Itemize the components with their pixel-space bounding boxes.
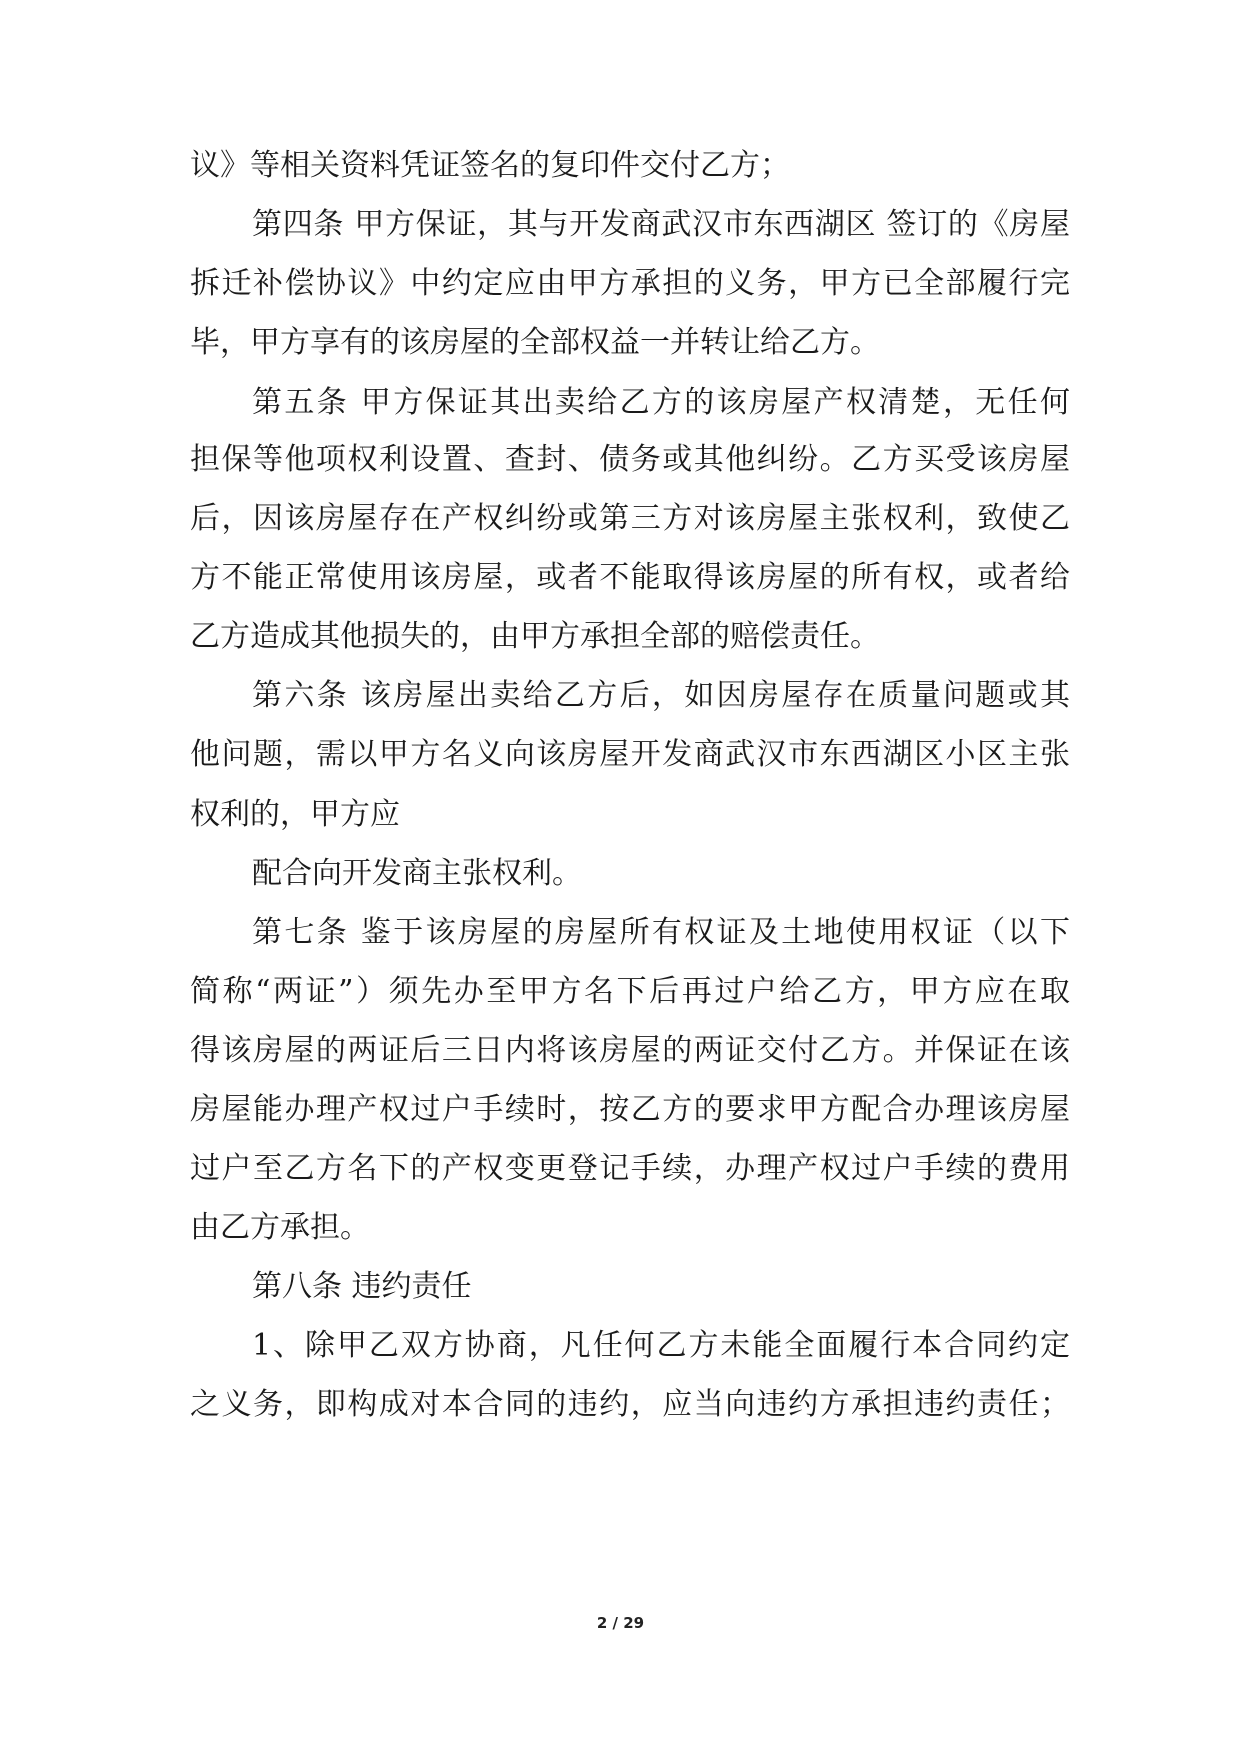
text-line: 方不能正常使用该房屋，或者不能取得该房屋的所有权，或者给 — [190, 560, 1070, 595]
text-line: 权利的，甲方应 — [190, 797, 400, 832]
text-line: 他问题，需以甲方名义向该房屋开发商武汉市东西湖区小区主张 — [190, 737, 1070, 772]
text-line: 毕，甲方享有的该房屋的全部权益一并转让给乙方。 — [190, 325, 880, 360]
text-line: 房屋能办理产权过户手续时，按乙方的要求甲方配合办理该房屋 — [190, 1092, 1070, 1127]
text-line: 由乙方承担。 — [190, 1210, 370, 1245]
text-line: 第五条 甲方保证其出卖给乙方的该房屋产权清楚，无任何 — [252, 385, 1070, 420]
text-line: 第七条 鉴于该房屋的房屋所有权证及土地使用权证（以下 — [252, 915, 1070, 950]
text-line: 第六条 该房屋出卖给乙方后，如因房屋存在质量问题或其 — [252, 678, 1070, 713]
text-line: 第八条 违约责任 — [252, 1269, 472, 1304]
text-line: 之义务，即构成对本合同的违约，应当向违约方承担违约责任； — [190, 1387, 1070, 1422]
text-line: 得该房屋的两证后三日内将该房屋的两证交付乙方。并保证在该 — [190, 1033, 1070, 1068]
text-line: 拆迁补偿协议》中约定应由甲方承担的义务，甲方已全部履行完 — [190, 266, 1070, 301]
text-line: 简称“两证”）须先办至甲方名下后再过户给乙方，甲方应在取 — [190, 974, 1070, 1009]
page-number: 2 / 29 — [596, 1614, 645, 1632]
text-line: 配合向开发商主张权利。 — [252, 856, 582, 891]
text-line: 1、除甲乙双方协商，凡任何乙方未能全面履行本合同约定 — [252, 1328, 1070, 1363]
text-line: 后，因该房屋存在产权纠纷或第三方对该房屋主张权利，致使乙 — [190, 501, 1070, 536]
text-line: 担保等他项权利设置、查封、债务或其他纠纷。乙方买受该房屋 — [190, 442, 1070, 477]
text-line: 第四条 甲方保证，其与开发商武汉市东西湖区 签订的《房屋 — [252, 207, 1070, 242]
text-line: 乙方造成其他损失的，由甲方承担全部的赔偿责任。 — [190, 619, 880, 654]
text-line: 过户至乙方名下的产权变更登记手续，办理产权过户手续的费用 — [190, 1151, 1070, 1186]
text-line: 议》等相关资料凭证签名的复印件交付乙方； — [190, 148, 790, 183]
